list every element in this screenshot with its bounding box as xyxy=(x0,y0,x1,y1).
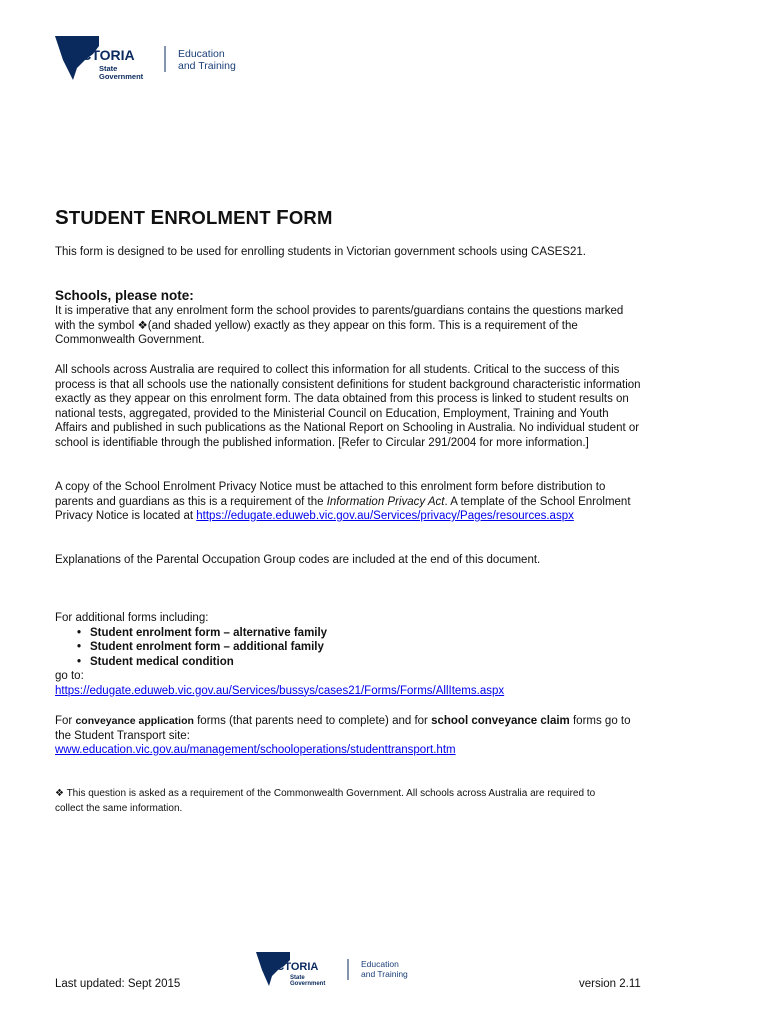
schools-note-para1 xyxy=(55,304,623,348)
footer-logo xyxy=(256,950,426,990)
note-p2-line1: All schools across Australia are required to collect this information for all students. Critical to the success of this xyxy=(55,364,620,376)
additional-forms-list xyxy=(53,626,504,670)
footnote-line2: collect the same information. xyxy=(55,802,183,814)
note-p1-line1: It is imperative that any enrolment form the school provides to parents/guardians contains the questions marked xyxy=(55,305,624,317)
privacy-line1: A copy of the School Enrolment Privacy Notice must be attached to this enrolment form before distribution to xyxy=(55,481,606,493)
title-f-initial: F xyxy=(276,206,289,229)
commonwealth-footnote xyxy=(55,787,595,816)
version-label: version 2.11 xyxy=(579,978,641,990)
footer-logo-sub2: Government xyxy=(290,981,326,987)
conveyance-line2: the Student Transport site: xyxy=(55,729,190,742)
logo-dept1: Education xyxy=(178,48,225,60)
note-p2-line6: school is identifiable through the published information. [Refer to Circular 291/2004 for more information.] xyxy=(55,436,589,449)
header-logo xyxy=(55,34,255,86)
cases21-forms-link[interactable]: https://edugate.eduweb.vic.gov.au/Services/bussys/cases21/Forms/Forms/AllItems.aspx xyxy=(55,684,505,697)
title-e-initial: E xyxy=(150,206,165,229)
privacy-line3 xyxy=(55,509,631,524)
explanations-text: Explanations of the Parental Occupation Group codes are included at the end of this document. xyxy=(55,554,541,566)
privacy-line2-post: . A template of the School Enrolment xyxy=(444,495,631,508)
note-p2-line2: process is that all schools use the nationally consistent definitions for student background characteristic information xyxy=(55,378,641,391)
conveyance-line1 xyxy=(55,714,631,729)
privacy-notice-link[interactable]: https://edugate.eduweb.vic.gov.au/Services/privacy/Pages/resources.aspx xyxy=(196,510,574,522)
title-e-rest: NROLMENT xyxy=(164,207,277,228)
logo-sub1: State xyxy=(99,64,118,73)
conveyance-mid: forms (that parents need to complete) and for xyxy=(193,715,432,727)
logo-brand: VICTORIA xyxy=(68,47,135,63)
title-f-rest: ORM xyxy=(288,207,333,228)
victoria-state-logo xyxy=(55,34,255,86)
conveyance-paragraph xyxy=(55,714,631,758)
note-p1-line3: Commonwealth Government. xyxy=(55,334,205,346)
logo-dept2: and Training xyxy=(178,60,236,72)
note-p2-line5: Affairs and published in such publications as the National Report on Schooling in Australia. No individual student or xyxy=(55,422,640,434)
conveyance-bold1: conveyance application xyxy=(75,715,194,727)
footer-logo-sub1: State xyxy=(290,975,305,981)
conveyance-post: forms go to xyxy=(569,715,631,727)
intro-text: This form is designed to be used for enrolling students in Victorian government schools using CASES21. xyxy=(55,246,586,258)
additional-link-row xyxy=(55,684,504,699)
title-s-initial: S xyxy=(55,206,69,229)
footer-logo-brand: VICTORIA xyxy=(266,961,319,973)
note-p2-line4: national tests, aggregated, provided to the Ministerial Council on Education, Employment, Training and Youth xyxy=(55,407,609,420)
conveyance-bold2: school conveyance claim xyxy=(431,715,570,727)
footer-logo-dept2: and Training xyxy=(361,969,408,979)
victoria-state-logo-small xyxy=(256,950,426,990)
list-item: • Student medical condition xyxy=(53,655,504,670)
note-p1-line2: with the symbol ❖(and shaded yellow) exactly as they appear on this form. This is a requirement of the xyxy=(55,319,578,332)
additional-forms xyxy=(55,611,504,698)
privacy-act-name: Information Privacy Act xyxy=(326,495,445,508)
page-title xyxy=(55,206,333,230)
note-p2-line3: exactly as they appear on this enrolment form. The data obtained from this process is linked to student results on xyxy=(55,393,629,405)
student-transport-link[interactable]: www.education.vic.gov.au/management/schooloperations/studenttransport.htm xyxy=(55,744,456,756)
footer-logo-dept1: Education xyxy=(361,959,399,969)
additional-intro: For additional forms including: xyxy=(55,612,209,624)
list-item: • Student enrolment form – additional family xyxy=(53,640,504,655)
additional-goto: go to: xyxy=(55,670,84,682)
last-updated: Last updated: Sept 2015 xyxy=(55,978,181,990)
privacy-line2 xyxy=(55,495,631,510)
title-s-rest: TUDENT xyxy=(68,207,151,228)
privacy-paragraph xyxy=(55,480,631,524)
conveyance-pre: For xyxy=(55,715,76,727)
list-item: • Student enrolment form – alternative family xyxy=(53,626,504,641)
privacy-line3-pre: Privacy Notice is located at xyxy=(55,510,197,522)
footnote-line1: ❖ This question is asked as a requirement of the Commonwealth Government. All schools across Australia are required to xyxy=(55,788,596,799)
schools-note-para2 xyxy=(55,363,641,450)
logo-sub2: Government xyxy=(99,72,144,81)
conveyance-link-row xyxy=(55,743,631,758)
privacy-line2-pre: parents and guardians as this is a requirement of the xyxy=(55,495,327,508)
schools-note-heading: Schools, please note: xyxy=(55,288,194,303)
